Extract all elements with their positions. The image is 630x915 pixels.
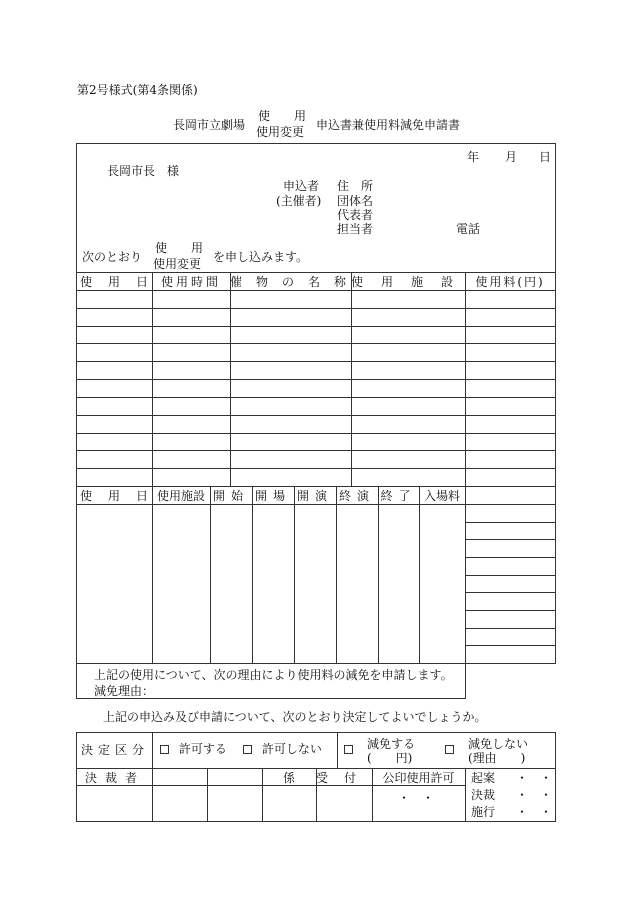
approval-approved: 決裁 bbox=[471, 788, 496, 802]
statement-option-use: 使 用 bbox=[155, 241, 204, 255]
table-row bbox=[76, 308, 556, 309]
table-row bbox=[76, 433, 556, 434]
no-reduce-label: 減免しない bbox=[468, 737, 529, 751]
reduce-amount: ( 円) bbox=[367, 751, 413, 765]
col2-header-date: 使用日 bbox=[80, 489, 165, 503]
permit-label: 許可する bbox=[178, 742, 227, 756]
fee-cell bbox=[465, 592, 556, 593]
title-option-use: 使 用 bbox=[258, 109, 307, 123]
approval-drafted: 起案 bbox=[471, 771, 496, 785]
decision-reduce-option[interactable] bbox=[344, 742, 353, 756]
approval-decider: 決裁者 bbox=[84, 771, 145, 785]
fee-cell bbox=[465, 557, 556, 558]
fee-cell bbox=[465, 539, 556, 540]
applicant-address-label: 住 所 bbox=[337, 179, 374, 193]
table-row bbox=[76, 415, 556, 416]
fee-cell bbox=[465, 645, 556, 646]
col-header-fee: 使用料(円) bbox=[475, 275, 545, 289]
table-row bbox=[76, 343, 556, 344]
approval-clerk: 係 bbox=[282, 771, 295, 785]
fee-cell bbox=[465, 610, 556, 611]
statement-option-change: 使用変更 bbox=[153, 257, 202, 271]
decision-no-reduce-option[interactable] bbox=[445, 742, 454, 756]
title-prefix: 長岡市立劇場 bbox=[173, 118, 246, 132]
approval-approved-date: ・ ・ bbox=[516, 788, 553, 802]
date-year: 年 bbox=[467, 150, 480, 164]
approval-drafted-date: ・ ・ bbox=[516, 771, 553, 785]
col2-header-curtain: 開演 bbox=[296, 489, 333, 503]
decision-permit-option[interactable] bbox=[160, 742, 227, 756]
approval-permit-dots: ・ ・ bbox=[398, 791, 435, 805]
reduce-label: 減免する bbox=[367, 737, 416, 751]
title-suffix: 申込書兼使用料減免申請書 bbox=[316, 118, 461, 132]
table-row bbox=[76, 361, 556, 362]
approval-reception: 受付 bbox=[316, 771, 373, 785]
col2-header-start: 開始 bbox=[212, 489, 249, 503]
col2-header-end: 終了 bbox=[380, 489, 417, 503]
title-option-change: 使用変更 bbox=[256, 125, 305, 139]
form-number: 第2号様式(第4条関係) bbox=[77, 83, 198, 97]
reduction-reason-label: 減免理由： bbox=[94, 684, 155, 698]
table-row bbox=[76, 468, 556, 469]
date-day: 日 bbox=[539, 150, 552, 164]
col-header-time: 使用時間 bbox=[160, 275, 221, 289]
deny-label: 許可しない bbox=[261, 742, 322, 756]
applicant-label-sub: (主催者) bbox=[276, 194, 322, 208]
fee-cell bbox=[465, 522, 556, 523]
approval-permit-no: 公印使用許可 bbox=[382, 771, 455, 785]
table-row bbox=[76, 397, 556, 398]
col2-header-doors: 開場 bbox=[254, 489, 291, 503]
fee-cell bbox=[465, 628, 556, 629]
decision-request: 上記の申込み及び申請について、次のとおり決定してよいでしょうか。 bbox=[103, 710, 487, 724]
no-reduce-checkbox[interactable] bbox=[445, 745, 454, 754]
approval-enforced: 施行 bbox=[471, 805, 496, 819]
date-month: 月 bbox=[505, 150, 518, 164]
decision-label: 決定区分 bbox=[80, 743, 149, 757]
table-row bbox=[76, 450, 556, 451]
col-header-event-name: 催物の名称 bbox=[230, 275, 361, 289]
deny-checkbox[interactable] bbox=[243, 745, 252, 754]
table-row bbox=[76, 326, 556, 327]
fee-cell bbox=[465, 575, 556, 576]
applicant-contact-label: 担当者 bbox=[337, 222, 374, 236]
applicant-phone-label: 電話 bbox=[456, 222, 481, 236]
col2-header-facility: 使用施設 bbox=[156, 489, 205, 503]
addressee: 長岡市長 様 bbox=[107, 164, 180, 178]
decision-deny-option[interactable] bbox=[243, 742, 322, 756]
reduce-checkbox[interactable] bbox=[344, 745, 353, 754]
approval-enforced-date: ・ ・ bbox=[516, 805, 553, 819]
no-reduce-reason: (理由 ) bbox=[468, 751, 526, 765]
col-header-date: 使 用 日 bbox=[80, 275, 148, 289]
applicant-org-label: 団体名 bbox=[337, 194, 374, 208]
reduction-statement: 上記の使用について、次の理由により使用料の減免を申請します。 bbox=[94, 668, 453, 682]
applicant-label: 申込者 bbox=[283, 179, 320, 193]
col-header-facility: 使用施設 bbox=[351, 275, 472, 289]
permit-checkbox[interactable] bbox=[160, 745, 169, 754]
statement-prefix: 次のとおり bbox=[82, 250, 143, 264]
statement-suffix: を申し込みます。 bbox=[213, 250, 309, 264]
application-form-frame bbox=[76, 143, 556, 699]
col2-header-admission: 入場料 bbox=[423, 489, 460, 503]
table-row bbox=[76, 379, 556, 380]
col2-header-show-end: 終演 bbox=[338, 489, 375, 503]
applicant-rep-label: 代表者 bbox=[337, 208, 374, 222]
